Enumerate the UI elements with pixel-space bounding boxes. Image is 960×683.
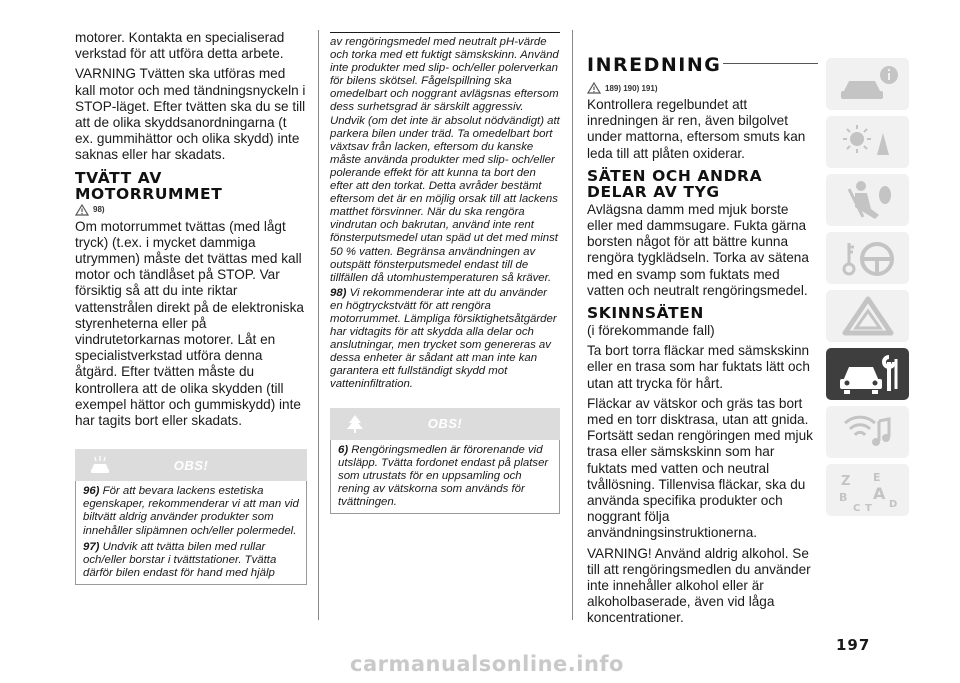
section-heading-engine-wash — [75, 170, 307, 202]
note-text: Vi rekommenderar inte att du använder en högtryckstvätt för att rengöra motorrummet. Lämpliga försiktighetsåtgärder har vidtagits för att skydda alla delar och anslutningar, men trycket som genereras av dessa enheter är sådant att man inte kan garantera ett fullständigt skydd mot vatteninfiltration. — [330, 286, 557, 391]
heading-line: DELAR AV TYG — [587, 182, 720, 201]
tab-steering-start[interactable] — [826, 232, 909, 284]
warning-paragraph: VARNING! Använd aldrig alkohol. Se till att rengöringsmedlen du använder inte innehåller alkohol eller är alkoholbaserade, även vid låga koncentrationer. — [587, 545, 811, 626]
obs-notes — [330, 440, 560, 514]
column-divider-left — [318, 30, 319, 620]
column-divider-right — [572, 30, 573, 620]
steering-wheel-key-icon — [835, 235, 901, 281]
svg-text:D: D — [888, 499, 897, 510]
alphabet-index-icon — [835, 467, 901, 513]
note-number: 97) — [83, 540, 100, 553]
svg-text:B: B — [838, 491, 847, 504]
tab-maintenance[interactable] — [826, 348, 909, 400]
car-info-icon — [835, 61, 901, 107]
column-3 — [587, 54, 815, 631]
note-number: 96) — [83, 485, 100, 498]
heading-line: MOTORRUMMET — [75, 184, 223, 203]
svg-text:A: A — [872, 484, 885, 503]
obs-title: OBS! — [427, 416, 463, 432]
warning-triangle-icon — [587, 82, 601, 94]
tab-seat-airbag[interactable] — [826, 174, 909, 226]
paragraph: (i förekommande fall) — [587, 323, 715, 339]
paragraph: Fläckar av vätskor och gräs tas bort med en torr disktrasa, utan att gnida. Fortsätt sedan rengöringen med mjuk trasa eller sämskskinn som har fuktats med vatten och neutral tvållösning. Tillenvisa fläckar, ska du använda specifika produkter och noggrant följa användningsinstruktionerna. — [587, 395, 813, 541]
tab-car-info[interactable] — [826, 58, 909, 110]
obs-title: OBS! — [173, 457, 209, 473]
svg-text:E: E — [872, 471, 881, 484]
obs-notes — [75, 481, 307, 585]
tab-emergency[interactable] — [826, 290, 909, 342]
svg-text:Z: Z — [840, 474, 850, 489]
top-rule — [330, 32, 560, 33]
note-97 — [83, 541, 299, 580]
obs-header — [75, 449, 307, 481]
column-2 — [330, 32, 560, 514]
svg-text:C: C — [852, 503, 860, 513]
note-number: 6) — [338, 443, 349, 456]
tab-index[interactable] — [826, 464, 909, 516]
warning-triangle-icon — [835, 293, 901, 339]
obs-header — [330, 408, 560, 440]
watermark-text: carmanualsonline.info — [350, 652, 624, 676]
chapter-tabs — [826, 58, 909, 522]
seat-airbag-icon — [835, 177, 901, 223]
paragraph: Avlägsna damm med mjuk borste eller med dammsugare. Fukta gärna borsten något för att bättre kunna rengöra tygklädseln. Torka av sätena med en svamp som fuktats med vatten och neutralt rengöringsmedel. — [587, 201, 809, 298]
tree-environment-icon — [344, 414, 366, 434]
media-nav-icon — [835, 409, 901, 455]
section-heading-leather-seats: SKINNSÄTEN — [587, 304, 704, 323]
column-1 — [75, 30, 307, 585]
warning-reference — [587, 82, 815, 94]
note-number: 98) — [330, 286, 347, 299]
tab-multimedia[interactable] — [826, 406, 909, 458]
section-heading-fabric-seats — [587, 168, 815, 200]
note-98 — [330, 287, 560, 392]
reference-numbers: 98) — [93, 205, 105, 215]
note-96 — [83, 485, 299, 537]
page-number: 197 — [836, 636, 871, 654]
paragraph: Om motorrummet tvättas (med lågt tryck) (t.ex. i mycket dammiga utrymmen) måste det tvättas med kall motor och tändlåset på STOP. Var försiktig så att du inte riktar vattenstrålen direkt på de elektroniska styrenheterna eller på vindrutetorkarnas motorer. Låt en specialistverkstad utföra denna åtgärd. Efter tvätten måste du kontrollera att de olika skydden (till exempel hättor och gummiskydd) inte har tagits bort eller skadats. — [75, 218, 304, 429]
heading-line: TVÄTT AV — [75, 168, 162, 187]
tab-dashboard-lights[interactable] — [826, 116, 909, 168]
heading-line: SÄTEN OCH ANDRA — [587, 166, 763, 185]
note-text: Undvik att tvätta bilen med rullar och/eller borstar i tvättstationer. Tvätta därför bilen endast för hand med hjälp — [83, 540, 277, 579]
dashboard-lights-icon — [835, 119, 901, 165]
reference-numbers: 189) 190) 191) — [605, 83, 658, 93]
svg-text:T: T — [864, 503, 872, 513]
note-6 — [338, 444, 552, 509]
warning-triangle-icon — [75, 204, 89, 216]
note-text: Rengöringsmedlen är förorenande vid utsläpp. Tvätta fordonet endast på platser som utrustats för en uppsamling och rening av vätskorna som används för tvättningen. — [338, 443, 549, 508]
note-97-continued: av rengöringsmedel med neutralt pH-värde och torka med ett fuktigt sämskskinn. Använd inte produkter med slip- och/eller polerverkan för bilens skötsel. Fågelspillning ska omedelbart och noggrant avlägsnas eftersom dess surhetsgrad är särskilt aggressiv. Undvik (om det inte är absolut nödvändigt) att parkera bilen under träd. Ta omedelbart bort växtsav från lacken, eftersom du kanske måste använda produkter med slip- och/eller polerande effekt för att kunna ta bort den efter att den torkat. Detta avråder bestämt eftersom det är en möjlig orsak till att lackens matthet försvinner. När du ska rengöra vindrutan och bakrutan, använd inte rent fönsterputsmedel utan späd ut det med minst 50 % vatten. Begränsa användningen av outspätt fönsterputsmedel endast till de tillfällen då utomhustemperaturen så kräver. — [330, 36, 560, 284]
paragraph: Kontrollera regelbundet att inredningen är ren, även bilgolvet under mattorna, eftersom smuts kan leda till att plåten oxiderar. — [587, 97, 806, 161]
car-wash-icon — [89, 455, 111, 475]
paragraph: Ta bort torra fläckar med sämskskinn eller en trasa som har fuktats lätt och utan att trycka för hårt. — [587, 343, 810, 391]
chapter-title: INREDNING — [587, 54, 722, 76]
car-wrench-icon — [835, 351, 901, 397]
note-text: För att bevara lackens estetiska egenskaper, rekommenderar vi att man vid biltvätt aldrig använder produkter som innehåller slipämnen och/eller polermedel. — [83, 485, 299, 537]
warning-reference — [75, 204, 307, 216]
paragraph: motorer. Kontakta en specialiserad verkstad för att utföra detta arbete. — [75, 30, 285, 62]
warning-paragraph: VARNING Tvätten ska utföras med kall motor och med tändningsnyckeln i STOP-läget. Efter tvätten ska du se till att de olika skyddsanordningarna (t ex. gummihättor och olika skydd) inte saknas eller har skadats. — [75, 66, 306, 163]
